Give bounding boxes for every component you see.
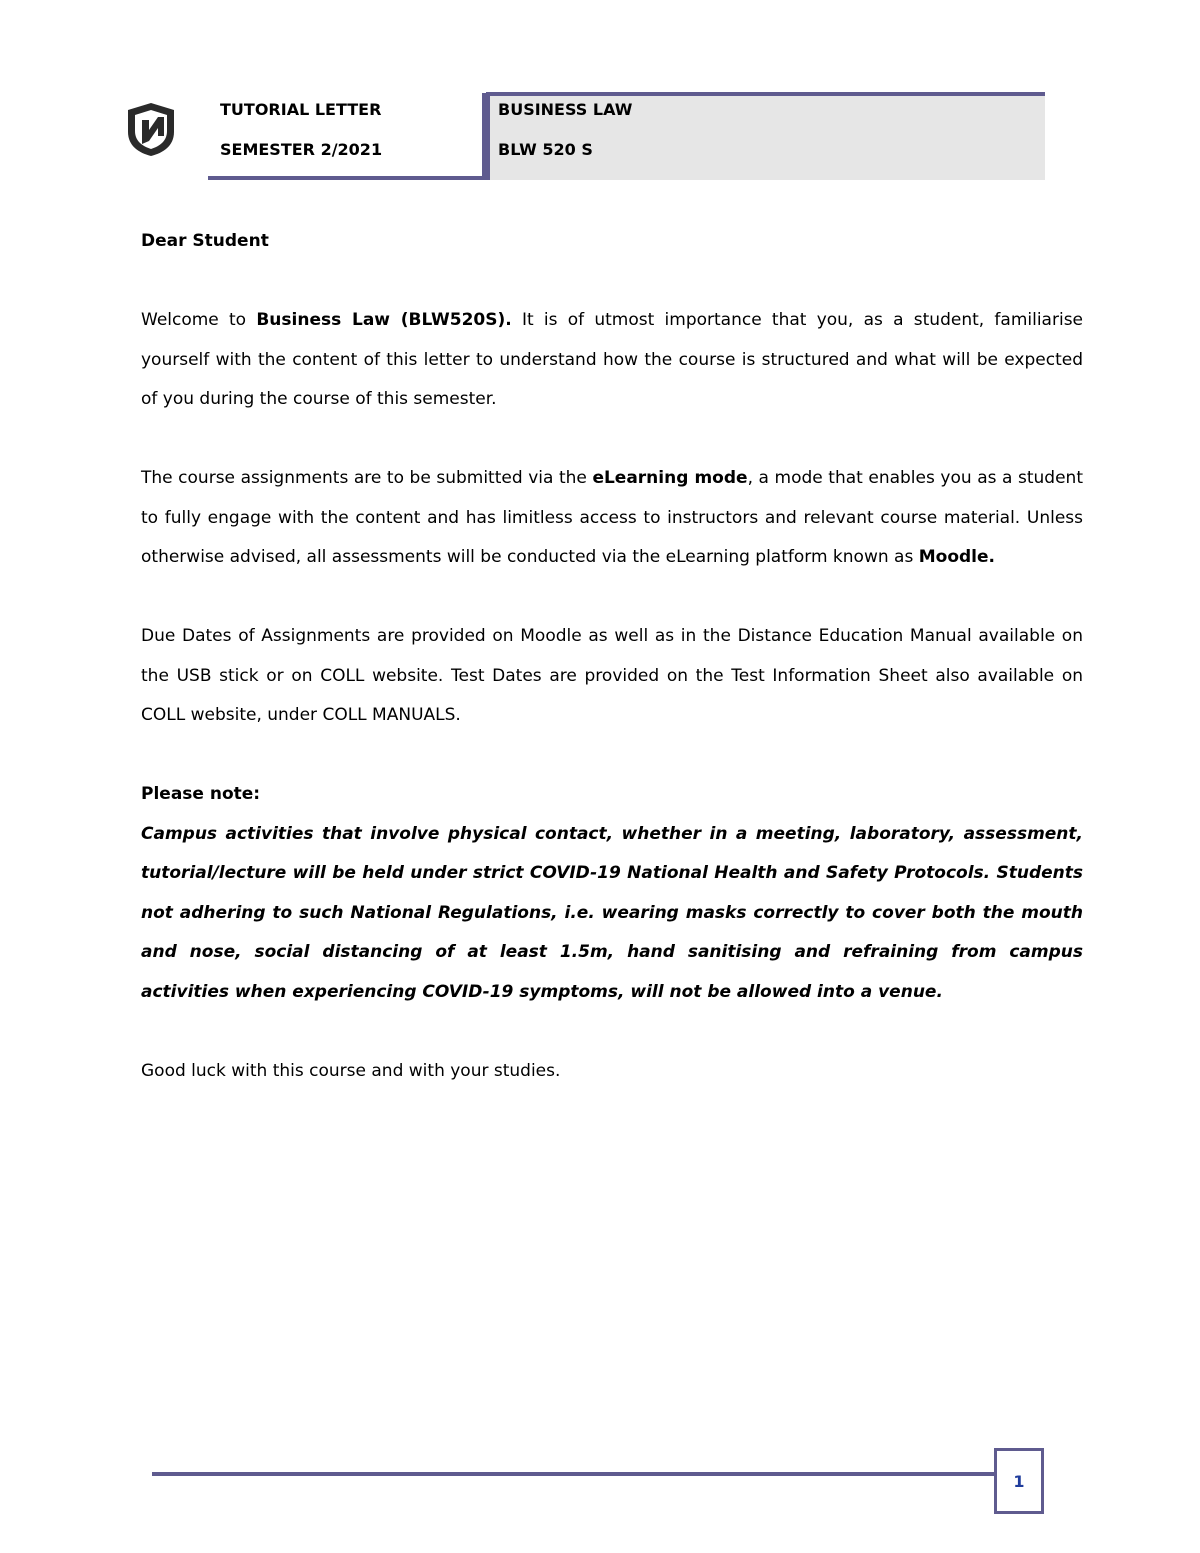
semester-label: SEMESTER 2/2021 bbox=[220, 140, 383, 159]
course-name: BUSINESS LAW bbox=[498, 100, 633, 119]
letter-body bbox=[141, 222, 1083, 1131]
footer-divider bbox=[152, 1472, 994, 1476]
assignments-paragraph: The course assignments are to be submitted via the eLearning mode, a mode that enables you as a student to fully engage with the content and has limitless access to instructors and relevant course material. Unless otherwise advised, all assessments will be conducted via the eLearning platform known as Moodle. bbox=[141, 468, 1084, 567]
due-dates-paragraph: Due Dates of Assignments are provided on Moodle as well as in the Distance Education Manual available on the USB stick or on COLL website. Test Dates are provided on the Test Information Sheet also available on COLL website, under COLL MANUALS. bbox=[141, 626, 1083, 725]
tutorial-letter-label: TUTORIAL LETTER bbox=[220, 100, 382, 119]
page-number: 1 bbox=[994, 1448, 1044, 1514]
closing-line: Good luck with this course and with your studies. bbox=[141, 1060, 561, 1081]
course-code: BLW 520 S bbox=[498, 140, 593, 159]
note-heading: Please note: bbox=[141, 784, 261, 804]
university-shield-logo bbox=[125, 100, 177, 158]
salutation: Dear Student bbox=[141, 231, 269, 251]
welcome-paragraph: Welcome to Business Law (BLW520S). It is of utmost importance that you, as a student, familiarise yourself with the content of this letter to understand how the course is structured and what will be expected of you during the course of this semester. bbox=[141, 310, 1084, 409]
covid-note: Campus activities that involve physical contact, whether in a meeting, laboratory, assessment, tutorial/lecture will be held under strict COVID-19 National Health and Safety Protocols. Students not adhering to such National Regulations, i.e. wearing masks correctly to cover both the mouth and nose, social distancing of at least 1.5m, hand sanitising and refraining from campus activities when experiencing COVID-19 symptoms, will not be allowed into a venue. bbox=[141, 823, 1083, 1002]
